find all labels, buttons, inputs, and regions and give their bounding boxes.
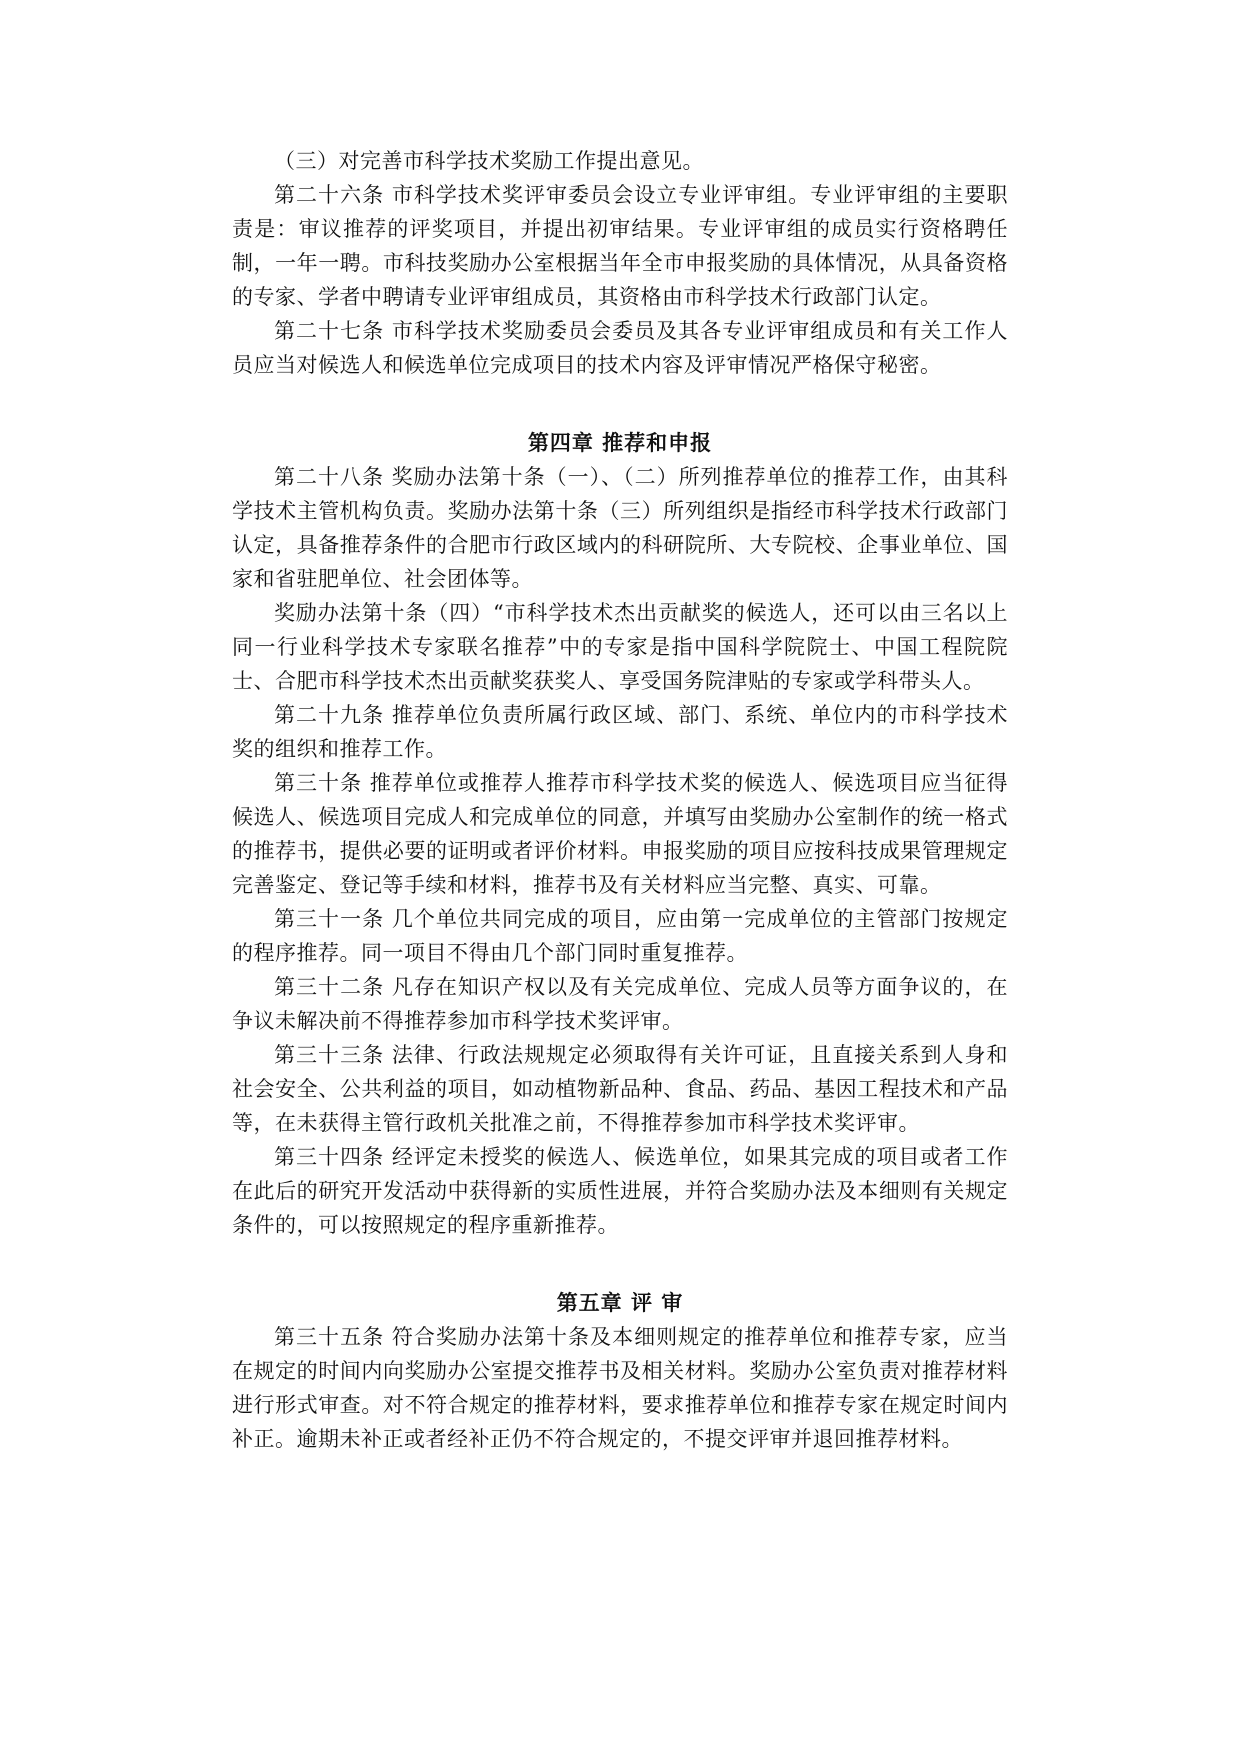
article-30: 第三十条 推荐单位或推荐人推荐市科学技术奖的候选人、候选项目应当征得候选人、候选项目完成人和完成单位的同意，并填写由奖励办公室制作的统一格式的推荐书，提供必要的证明或者评价材料。申报奖励的项目应按科技成果管理规定完善鉴定、登记等手续和材料，推荐书及有关材料应当完整、真实、可靠。 [232,771,1008,897]
article-27: 第二十七条 市科学技术奖励委员会委员及其各专业评审组成员和有关工作人员应当对候选人和候选单位完成项目的技术内容及评审情况严格保守秘密。 [232,319,1008,377]
article-31: 第三十一条 几个单位共同完成的项目，应由第一完成单位的主管部门按规定的程序推荐。同一项目不得由几个部门同时重复推荐。 [232,907,1008,965]
chapter-4-title: 第四章 推荐和申报 [527,430,713,455]
article-34: 第三十四条 经评定未授奖的候选人、候选单位，如果其完成的项目或者工作在此后的研究开发活动中获得新的实质性进展，并符合奖励办法及本细则有关规定条件的，可以按照规定的程序重新推荐。 [232,1145,1008,1237]
document-body [232,144,1008,1456]
article-28-expert-note: 奖励办法第十条（四）“市科学技术杰出贡献奖的候选人，还可以由三名以上同一行业科学技术专家联名推荐”中的专家是指中国科学院院士、中国工程院院士、合肥市科学技术杰出贡献奖获奖人、享受国务院津贴的专家或学科带头人。 [232,601,1008,693]
article-32: 第三十二条 凡存在知识产权以及有关完成单位、完成人员等方面争议的，在争议未解决前不得推荐参加市科学技术奖评审。 [232,975,1008,1033]
article-29: 第二十九条 推荐单位负责所属行政区域、部门、系统、单位内的市科学技术奖的组织和推荐工作。 [232,703,1008,761]
article-28: 第二十八条 奖励办法第十条（一）、（二）所列推荐单位的推荐工作，由其科学技术主管机构负责。奖励办法第十条（三）所列组织是指经市科学技术行政部门认定，具备推荐条件的合肥市行政区域内的科研院所、大专院校、企事业单位、国家和省驻肥单位、社会团体等。 [232,465,1008,591]
article-35: 第三十五条 符合奖励办法第十条及本细则规定的推荐单位和推荐专家，应当在规定的时间内向奖励办公室提交推荐书及相关材料。奖励办公室负责对推荐材料进行形式审查。对不符合规定的推荐材料，要求推荐单位和推荐专家在规定时间内补正。逾期未补正或者经补正仍不符合规定的，不提交评审并退回推荐材料。 [232,1325,1008,1451]
article-26: 第二十六条 市科学技术奖评审委员会设立专业评审组。专业评审组的主要职责是：审议推荐的评奖项目，并提出初审结果。专业评审组的成员实行资格聘任制，一年一聘。市科技奖励办公室根据当年全市申报奖励的具体情况，从具备资格的专家、学者中聘请专业评审组成员，其资格由市科学技术行政部门认定。 [232,183,1008,309]
article-33: 第三十三条 法律、行政法规规定必须取得有关许可证，且直接关系到人身和社会安全、公共利益的项目，如动植物新品种、食品、药品、基因工程技术和产品等，在未获得主管行政机关批准之前，不得推荐参加市科学技术奖评审。 [232,1043,1008,1135]
chapter-5-title: 第五章 评 审 [556,1290,684,1315]
paragraph-item-3: （三）对完善市科学技术奖励工作提出意见。 [274,149,704,173]
